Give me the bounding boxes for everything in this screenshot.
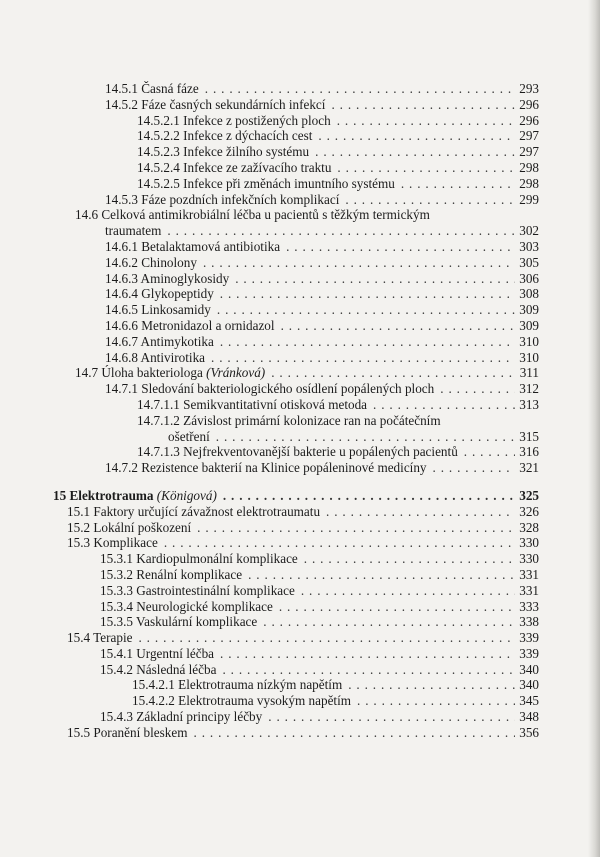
toc-entry-number: 14.7.1.2 bbox=[137, 412, 180, 428]
toc-entry-text: Komplikace bbox=[93, 535, 158, 551]
toc-entry-title bbox=[67, 504, 326, 520]
dot-leader bbox=[216, 429, 515, 445]
toc-entry-line bbox=[137, 413, 539, 429]
toc-entry-text: Fáze časných sekundárních infekcí bbox=[141, 96, 326, 112]
toc-entry-text: Gastrointestinální komplikace bbox=[136, 582, 295, 598]
toc-entry-title bbox=[137, 397, 373, 413]
toc-entry bbox=[0, 444, 600, 460]
dot-leader bbox=[235, 271, 515, 287]
toc-entry-line bbox=[100, 567, 539, 583]
toc-entry-title bbox=[67, 520, 197, 536]
dot-leader bbox=[217, 302, 515, 318]
toc-entry-title bbox=[100, 551, 304, 567]
toc-entry-text: Linkosamidy bbox=[141, 302, 211, 318]
dot-leader bbox=[220, 286, 515, 302]
toc-entry bbox=[0, 646, 600, 662]
toc-entry-text: Závislost primární kolonizace ran na počátečním bbox=[183, 412, 441, 428]
toc-entry-line bbox=[100, 599, 539, 615]
toc-entry-number: 15.3.2 bbox=[100, 566, 133, 582]
toc-entry-continuation bbox=[0, 429, 600, 445]
toc-entry-number: 14.6.8 bbox=[105, 349, 138, 365]
toc-page-number: 310 bbox=[519, 349, 539, 365]
toc-entry-line bbox=[137, 176, 539, 192]
toc-entry-text: Betalaktamová antibiotika bbox=[141, 238, 281, 254]
toc-entry-line bbox=[137, 144, 539, 160]
toc-entry-number: 14.5.2 bbox=[105, 96, 138, 112]
toc-page-number: 313 bbox=[519, 396, 539, 412]
dot-leader bbox=[357, 693, 515, 709]
dot-leader bbox=[203, 255, 515, 271]
toc-entry-number: 15.3.5 bbox=[100, 614, 133, 630]
toc-page-number: 333 bbox=[519, 598, 539, 614]
toc-entry bbox=[0, 176, 600, 192]
toc-entry-text: Elektrotrauma vysokým napětím bbox=[178, 693, 352, 709]
toc-entry-number: 15.4.2 bbox=[100, 661, 133, 677]
dot-leader bbox=[315, 144, 515, 160]
toc-entry-text: Úloha bakteriologa bbox=[101, 365, 203, 381]
toc-page-number: 305 bbox=[519, 254, 539, 270]
toc-entry-number: 15.4.2.1 bbox=[132, 677, 175, 693]
dot-leader bbox=[205, 81, 515, 97]
toc-page-number: 326 bbox=[519, 503, 539, 519]
toc-entry-title bbox=[105, 350, 211, 366]
dot-leader bbox=[433, 460, 515, 476]
toc-page-number: 302 bbox=[519, 223, 539, 239]
dot-leader bbox=[331, 97, 515, 113]
toc-entry-text: Základní principy léčby bbox=[136, 709, 263, 725]
toc-entry-line bbox=[100, 614, 539, 630]
toc-page-number: 340 bbox=[519, 677, 539, 693]
toc-entry-text: Poranění bleskem bbox=[93, 724, 188, 740]
toc-entry bbox=[0, 365, 600, 381]
toc-entry-continuation-text: traumatem bbox=[105, 223, 162, 239]
toc-entry bbox=[0, 144, 600, 160]
toc-entry-title bbox=[137, 176, 401, 192]
toc-entry-title bbox=[105, 381, 440, 397]
dot-leader bbox=[281, 318, 515, 334]
toc-entry bbox=[0, 413, 600, 429]
toc-entry-line bbox=[105, 81, 539, 97]
toc-entry-text: Časná fáze bbox=[141, 81, 199, 96]
toc-entry bbox=[0, 630, 600, 646]
toc-entry-number: 14.5.2.3 bbox=[137, 144, 180, 160]
toc-entry-line bbox=[67, 520, 539, 536]
toc-entry-author: (Königová) bbox=[156, 487, 217, 503]
toc-entry-title bbox=[105, 271, 235, 287]
toc-entry-title bbox=[137, 113, 337, 129]
toc-entry-title bbox=[100, 583, 301, 599]
toc-entry-line bbox=[137, 397, 539, 413]
toc-entry-title bbox=[67, 535, 164, 551]
toc-entry bbox=[0, 504, 600, 520]
toc-entry-title bbox=[105, 460, 433, 476]
dot-leader bbox=[279, 599, 515, 615]
toc-entry-number: 14.6.4 bbox=[105, 286, 138, 302]
toc-entry bbox=[0, 709, 600, 725]
toc-entry-number: 15.3.3 bbox=[100, 582, 133, 598]
toc-page-number: 315 bbox=[519, 428, 539, 444]
toc-entry-text: Infekce ze zažívacího traktu bbox=[183, 159, 332, 175]
toc-entry-title bbox=[100, 614, 263, 630]
toc-page-number: 309 bbox=[519, 317, 539, 333]
toc-entry-text: Aminoglykosidy bbox=[140, 270, 230, 286]
dot-leader bbox=[348, 677, 515, 693]
dot-leader bbox=[197, 520, 515, 536]
toc-entry bbox=[0, 551, 600, 567]
toc-entry-line bbox=[100, 551, 539, 567]
toc-entry-title bbox=[137, 128, 318, 144]
toc-entry-text: Antivirotika bbox=[140, 349, 206, 365]
toc-entry-line bbox=[105, 381, 539, 397]
toc-entry-text: Infekce z dýchacích cest bbox=[183, 128, 313, 144]
toc-entry-text: Chinolony bbox=[141, 254, 197, 270]
toc-entry-number: 15.3.1 bbox=[100, 551, 133, 567]
dot-leader bbox=[211, 350, 515, 366]
toc-entry-number: 14.6.6 bbox=[105, 317, 138, 333]
toc-entry bbox=[0, 460, 600, 476]
dot-leader bbox=[318, 128, 515, 144]
toc-entry-title bbox=[105, 334, 220, 350]
toc-entry-number: 15.5 bbox=[67, 724, 91, 740]
toc-entry-title bbox=[132, 677, 348, 693]
toc-entry-title bbox=[105, 192, 345, 208]
toc-entry-number: 14.5.3 bbox=[105, 191, 138, 207]
toc-entry-number: 15.1 bbox=[67, 503, 91, 519]
toc-entry bbox=[0, 677, 600, 693]
toc-entry bbox=[0, 693, 600, 709]
toc-entry-number: 15.4.3 bbox=[100, 709, 133, 725]
toc-entry bbox=[0, 520, 600, 536]
toc-page-number: 345 bbox=[519, 693, 539, 709]
toc-entry-text: Vaskulární komplikace bbox=[136, 614, 258, 630]
toc-page-number: 348 bbox=[519, 709, 539, 725]
toc-page-number: 296 bbox=[519, 112, 539, 128]
toc-entry bbox=[0, 207, 600, 223]
toc-entry-title bbox=[132, 693, 357, 709]
toc-entry-text: Infekce žilního systému bbox=[183, 144, 310, 160]
toc-entry-title bbox=[137, 144, 315, 160]
toc-entry-number: 15.2 bbox=[67, 519, 91, 535]
toc-entry-line bbox=[132, 693, 539, 709]
toc-entry-title bbox=[75, 365, 271, 381]
toc-entry bbox=[0, 567, 600, 583]
toc-page-number: 331 bbox=[519, 582, 539, 598]
toc-entry-text: Sledování bakteriologického osídlení popálených ploch bbox=[141, 381, 435, 397]
toc-entry-line bbox=[100, 709, 539, 725]
toc-entry-number: 14.6 bbox=[75, 207, 99, 223]
dot-leader bbox=[464, 444, 515, 460]
toc-entry bbox=[0, 725, 600, 741]
toc-page-number: 331 bbox=[519, 566, 539, 582]
toc-entry-number: 15 bbox=[53, 487, 67, 503]
toc-entry-line bbox=[105, 97, 539, 113]
dot-leader bbox=[337, 160, 515, 176]
toc-page-number: 309 bbox=[519, 302, 539, 318]
toc-entry-title bbox=[100, 599, 279, 615]
toc-entry-title bbox=[100, 567, 248, 583]
dot-leader bbox=[194, 725, 516, 741]
toc-entry bbox=[0, 614, 600, 630]
dot-leader bbox=[268, 709, 515, 725]
dot-leader bbox=[167, 223, 515, 239]
toc-page-number: 325 bbox=[519, 487, 539, 503]
toc-entry-text: Fáze pozdních infekčních komplikací bbox=[141, 191, 340, 207]
toc-entry-number: 15.3.4 bbox=[100, 598, 133, 614]
dot-leader bbox=[286, 239, 515, 255]
toc-entry-author: (Vránková) bbox=[206, 365, 266, 381]
toc-entry-line bbox=[100, 646, 539, 662]
toc-entry bbox=[0, 271, 600, 287]
toc-entry bbox=[0, 192, 600, 208]
toc-entry bbox=[0, 535, 600, 551]
toc-entry-text: Elektrotrauma bbox=[69, 487, 154, 503]
toc-entry-number: 15.4.1 bbox=[100, 645, 133, 661]
toc-entry-text: Nejfrekventovanější bakterie u popálených pacientů bbox=[183, 444, 458, 460]
toc-page-number: 293 bbox=[519, 81, 539, 96]
toc-entry-title bbox=[137, 444, 464, 460]
toc-entry-text: Celková antimikrobiální léčba u pacientů s těžkým termickým bbox=[101, 207, 430, 223]
toc-entry-number: 14.7.2 bbox=[105, 460, 138, 476]
toc-entry bbox=[0, 318, 600, 334]
toc-entry-number: 14.5.2.2 bbox=[137, 128, 180, 144]
toc-entry-text: Elektrotrauma nízkým napětím bbox=[178, 677, 343, 693]
toc-entry-text: Infekce při změnách imuntního systému bbox=[183, 175, 395, 191]
toc-entry-line bbox=[105, 239, 539, 255]
dot-leader bbox=[223, 488, 515, 504]
dot-leader bbox=[440, 381, 515, 397]
toc-entry-text: Terapie bbox=[93, 630, 133, 646]
toc-entry-line bbox=[75, 207, 539, 223]
toc-entry-number: 14.5.2.5 bbox=[137, 175, 180, 191]
toc-entry-text: Faktory určující závažnost elektrotraumatu bbox=[93, 503, 321, 519]
toc-entry bbox=[0, 334, 600, 350]
toc-entry-line bbox=[132, 677, 539, 693]
toc-entry-number: 14.7.1 bbox=[105, 381, 138, 397]
toc-page-number: 338 bbox=[519, 614, 539, 630]
toc-entry-number: 15.3 bbox=[67, 535, 91, 551]
toc-entry-text: Následná léčba bbox=[136, 661, 217, 677]
toc-entry-title bbox=[105, 255, 203, 271]
toc-page-number: 312 bbox=[519, 381, 539, 397]
toc-entry-number: 14.6.2 bbox=[105, 254, 138, 270]
toc-entry-line bbox=[137, 113, 539, 129]
toc-entry bbox=[0, 583, 600, 599]
dot-leader bbox=[248, 567, 515, 583]
toc-entry-line bbox=[67, 535, 539, 551]
toc-entry-line bbox=[105, 350, 539, 366]
toc-entry-title bbox=[67, 630, 138, 646]
dot-leader bbox=[401, 176, 515, 192]
toc-page-number: 339 bbox=[519, 630, 539, 646]
dot-leader bbox=[271, 365, 515, 381]
toc-entry-line bbox=[105, 318, 539, 334]
toc-entry-title bbox=[105, 286, 220, 302]
toc-page-number: 356 bbox=[519, 724, 539, 740]
toc-entry-text: Metronidazol a ornidazol bbox=[141, 317, 275, 333]
toc-entry-line bbox=[100, 583, 539, 599]
toc-entry bbox=[0, 128, 600, 144]
toc-entry-number: 14.6.3 bbox=[105, 270, 138, 286]
toc-entry-continuation-text: ošetření bbox=[168, 428, 210, 444]
toc-entry bbox=[0, 599, 600, 615]
toc-entry-line bbox=[100, 662, 539, 678]
dot-leader bbox=[337, 113, 515, 129]
toc-entry-line bbox=[105, 302, 539, 318]
toc-entry bbox=[0, 397, 600, 413]
toc-entry-line bbox=[137, 160, 539, 176]
toc-entry-number: 14.7.1.3 bbox=[137, 444, 180, 460]
toc-entry-number: 14.7.1.1 bbox=[137, 396, 180, 412]
toc-page-number: 328 bbox=[519, 519, 539, 535]
toc-entry-line bbox=[67, 504, 539, 520]
toc-entry-title bbox=[137, 160, 337, 176]
dot-leader bbox=[222, 662, 515, 678]
toc-entry-number: 14.7 bbox=[75, 365, 99, 381]
toc-entry-title bbox=[105, 81, 205, 97]
toc-page-number: 316 bbox=[519, 444, 539, 460]
toc-entry-text: Semikvantitativní otisková metoda bbox=[183, 396, 368, 412]
toc-entry-title bbox=[75, 207, 436, 223]
dot-leader bbox=[373, 397, 515, 413]
toc-entry-line bbox=[105, 271, 539, 287]
toc-entry-number: 15.4.2.2 bbox=[132, 693, 175, 709]
toc-page-number: 321 bbox=[519, 460, 539, 476]
toc-entry-number: 14.5.2.4 bbox=[137, 159, 180, 175]
toc-entry-line bbox=[105, 334, 539, 350]
toc-entry-line bbox=[137, 128, 539, 144]
toc-entry-line bbox=[105, 460, 539, 476]
dot-leader bbox=[164, 535, 515, 551]
toc-entry bbox=[0, 302, 600, 318]
toc-page-number: 298 bbox=[519, 159, 539, 175]
toc-entry-text: Urgentní léčba bbox=[136, 645, 215, 661]
toc-entry-title bbox=[100, 646, 220, 662]
toc-entry-text: Antimykotika bbox=[140, 333, 214, 349]
toc-entry-continuation bbox=[0, 223, 600, 239]
toc-entry-line bbox=[105, 286, 539, 302]
toc-entry-line bbox=[168, 429, 539, 445]
toc-entry bbox=[0, 381, 600, 397]
toc-page-number: 311 bbox=[519, 365, 539, 381]
toc-entry bbox=[0, 113, 600, 129]
toc-entry-line bbox=[67, 725, 539, 741]
toc-entry-title bbox=[53, 488, 223, 504]
toc-page-number: 330 bbox=[519, 535, 539, 551]
dot-leader bbox=[220, 646, 515, 662]
toc-entry-text: Kardiopulmonální komplikace bbox=[136, 551, 298, 567]
toc-page-number: 339 bbox=[519, 645, 539, 661]
toc-entry-number: 14.6.7 bbox=[105, 333, 138, 349]
toc-entry-text: Renální komplikace bbox=[136, 566, 243, 582]
toc-entry-title bbox=[67, 725, 194, 741]
toc-entry-line bbox=[75, 365, 539, 381]
dot-leader bbox=[263, 614, 515, 630]
toc-entry-number: 14.5.1 bbox=[105, 81, 138, 96]
toc-entry-title bbox=[100, 662, 222, 678]
toc-entry-line bbox=[137, 444, 539, 460]
toc-page-number: 310 bbox=[519, 333, 539, 349]
toc-entry bbox=[0, 239, 600, 255]
toc-entry bbox=[0, 160, 600, 176]
toc-entry-line bbox=[53, 488, 539, 504]
toc-entry-number: 14.5.2.1 bbox=[137, 112, 180, 128]
toc-page-number: 297 bbox=[519, 144, 539, 160]
toc-entry-title bbox=[105, 239, 286, 255]
toc-entry bbox=[0, 286, 600, 302]
toc-entry-number: 14.6.1 bbox=[105, 238, 138, 254]
toc-chapter-entry bbox=[0, 488, 600, 504]
toc-entry bbox=[0, 255, 600, 271]
toc-page-number: 299 bbox=[519, 191, 539, 207]
toc-page-number: 308 bbox=[519, 286, 539, 302]
toc-entry-title bbox=[105, 302, 217, 318]
toc-entry bbox=[0, 350, 600, 366]
dot-leader bbox=[304, 551, 515, 567]
toc-page-number: 296 bbox=[519, 96, 539, 112]
toc-entry bbox=[0, 662, 600, 678]
toc-page-number: 303 bbox=[519, 238, 539, 254]
toc-entry-line bbox=[105, 192, 539, 208]
toc-entry-line bbox=[67, 630, 539, 646]
dot-leader bbox=[220, 334, 515, 350]
toc-entry-text: Glykopeptidy bbox=[141, 286, 214, 302]
table-of-contents bbox=[0, 81, 600, 741]
toc-entry-number: 15.4 bbox=[67, 630, 91, 646]
dot-leader bbox=[345, 192, 515, 208]
toc-entry-text: Rezistence bakterií na Klinice popáleninové medicíny bbox=[141, 460, 427, 476]
toc-entry bbox=[0, 81, 600, 97]
toc-page-number: 298 bbox=[519, 175, 539, 191]
toc-entry-text: Neurologické komplikace bbox=[136, 598, 273, 614]
toc-page-number: 330 bbox=[519, 551, 539, 567]
toc-entry-title bbox=[105, 97, 331, 113]
toc-entry-text: Lokální poškození bbox=[93, 519, 192, 535]
toc-entry-title bbox=[105, 318, 281, 334]
toc-page-number: 306 bbox=[519, 270, 539, 286]
dot-leader bbox=[138, 630, 515, 646]
toc-page-number: 297 bbox=[519, 128, 539, 144]
toc-entry-title bbox=[100, 709, 268, 725]
toc-entry-line bbox=[105, 255, 539, 271]
toc-entry-title bbox=[137, 413, 447, 429]
dot-leader bbox=[301, 583, 515, 599]
toc-page-number: 340 bbox=[519, 661, 539, 677]
toc-entry-number: 14.6.5 bbox=[105, 302, 138, 318]
toc-entry-text: Infekce z postižených ploch bbox=[183, 112, 331, 128]
toc-entry bbox=[0, 97, 600, 113]
toc-entry-line bbox=[105, 223, 539, 239]
dot-leader bbox=[326, 504, 515, 520]
